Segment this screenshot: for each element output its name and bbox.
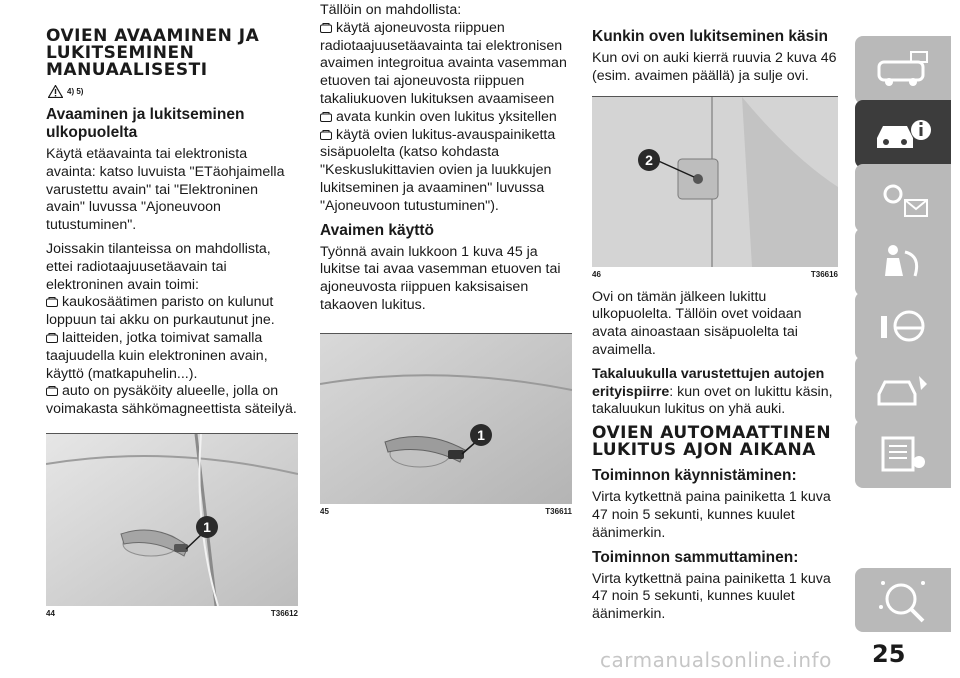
- column-2: [320, 2, 572, 516]
- door-screw-photo: [592, 96, 838, 267]
- column-1: [46, 28, 298, 618]
- door-handle-photo: [46, 433, 298, 606]
- car-info-icon: [873, 114, 933, 154]
- bullet-item: auto on pysäköity alueelle, jolla on voimakasta sähkömagneettista säteilyä.: [46, 383, 297, 418]
- figure-code: T36616: [810, 269, 838, 279]
- figure-number: 44: [46, 608, 55, 618]
- heading-outside: Avaaminen ja lukitseminen ulkopuolelta: [46, 106, 245, 141]
- paragraph: Ovi on tämän jälkeen lukittu ulkopuolelta. Tällöin ovet voidaan avata ainoastaan sisäpuolelta tai avaimella.: [592, 288, 802, 358]
- bullet-icon: [46, 333, 58, 343]
- car-dashboard-icon: [875, 50, 931, 90]
- chapter-tab-safety[interactable]: [855, 228, 951, 296]
- figure-46: [592, 96, 838, 279]
- callout-1: 1: [196, 516, 218, 538]
- bullet-item: käytä ajoneuvosta riippuen radiotaajuusetäavainta tai elektronisen avaimen integroitua avainta vasemman etuoven tai ajoneuvosta riippuen takaliukuoven lukituksen avaamiseen: [320, 19, 567, 107]
- callout-2: 2: [638, 149, 660, 171]
- paragraph: Kun ovi on auki kierrä ruuvia 2 kuva 46 (esim. avaimen päällä) ja sulje ovi.: [592, 50, 837, 84]
- bullet-icon: [320, 130, 332, 140]
- figure-caption: [320, 507, 572, 516]
- heading-manual-lock: Kunkin oven lukitseminen käsin: [592, 28, 829, 45]
- bullet-item: laitteiden, jotka toimivat samalla taajuudella kuin elektroninen avain, käyttö (matkapuhelin...).: [46, 329, 268, 382]
- chapter-tab-vehicle-info[interactable]: [855, 100, 951, 168]
- section-title: OVIEN AVAAMINEN JA LUKITSEMINEN MANUAALISESTI: [46, 26, 260, 80]
- chapter-tab-dashboard[interactable]: [855, 36, 951, 104]
- figure-caption: [46, 609, 298, 618]
- door-screw-illustration: [592, 97, 838, 267]
- paragraph: Käytä etäavainta tai elektronista avainta: katso luvuista "ETäohjaimella varustettu avain" tai "Elektroninen avain" luvussa "Ajoneuvoon tutustuminen".: [46, 146, 285, 234]
- bullet-icon: [46, 297, 58, 307]
- figure-number: 45: [320, 506, 329, 516]
- figure-45: [320, 333, 572, 516]
- section-title: OVIEN AUTOMAATTINEN LUKITUS AJON AIKANA: [592, 423, 832, 461]
- warning-refs: 4) 5): [67, 87, 84, 96]
- warning-lights-icon: [875, 178, 931, 218]
- bullet-icon: [320, 112, 332, 122]
- chapter-tab-maintenance[interactable]: [855, 420, 951, 488]
- figure-number: 46: [592, 269, 601, 279]
- chapter-tab-driving[interactable]: [855, 292, 951, 360]
- bullet-item: kaukosäätimen paristo on kulunut loppuun tai akku on purkautunut jne.: [46, 294, 275, 329]
- bullet-icon: [46, 386, 58, 396]
- key-lock-photo: [320, 333, 572, 504]
- figure-code: T36612: [270, 608, 298, 618]
- figure-code: T36611: [545, 506, 572, 516]
- key-lock-illustration: [320, 334, 572, 504]
- airbag-seat-icon: [875, 242, 931, 282]
- warning-triangle-icon: [48, 85, 63, 98]
- paragraph: Työnnä avain lukkoon 1 kuva 45 ja lukitse tai avaa vasemman etuoven tai ajoneuvosta riippuen kaksisaisen takaoven lukitus.: [320, 243, 561, 313]
- callout-1: 1: [470, 424, 492, 446]
- steering-wheel-icon: [875, 306, 931, 346]
- column-3: [592, 28, 838, 624]
- figure-caption: [592, 270, 838, 279]
- warning-reference: [48, 85, 298, 98]
- chapter-tab-warnings[interactable]: [855, 164, 951, 232]
- bullet-item: käytä ovien lukitus-avauspainiketta sisäpuolelta (katso kohdasta "Keskuslukittavien ovien ja luukkujen lukitseminen ja avaaminen" luvussa "Ajoneuvoon tutustuminen").: [320, 126, 556, 214]
- specifications-icon: [875, 434, 931, 474]
- index-icon: [873, 575, 933, 625]
- heading-key-use: Avaimen käyttö: [320, 221, 434, 239]
- watermark: carmanualsonline.info: [600, 648, 832, 672]
- door-handle-illustration: [46, 434, 298, 606]
- figure-44: [46, 433, 298, 618]
- heading-deactivate: Toiminnon sammuttaminen:: [592, 548, 799, 566]
- page-number: 25: [872, 640, 906, 668]
- chapter-tab-index[interactable]: [855, 568, 951, 632]
- paragraph: Joissakin tilanteissa on mahdollista, ettei radiotaajuusetäavain tai elektroninen avain toimi:: [46, 240, 271, 293]
- paragraph: Virta kytkettnä paina painiketta 1 kuva 47 noin 5 sekunti, kunnes kuulet äänimerkin.: [592, 489, 831, 541]
- paragraph: Tällöin on mahdollista:: [320, 2, 462, 18]
- car-service-icon: [875, 370, 931, 410]
- heading-activate: Toiminnon käynnistäminen:: [592, 467, 797, 485]
- paragraph-rear: Takaluukulla varustettujen autojen erityispiirre: kun ovet on lukittu käsin, takaluukun lukitus on yhä auki.: [592, 365, 833, 418]
- chapter-tab-emergency[interactable]: [855, 356, 951, 424]
- paragraph: Virta kytkettnä paina painiketta 1 kuva 47 noin 5 sekunti, kunnes kuulet äänimerkin.: [592, 570, 831, 623]
- bullet-item: avata kunkin oven lukitus yksitellen: [320, 109, 572, 127]
- bullet-icon: [320, 23, 332, 33]
